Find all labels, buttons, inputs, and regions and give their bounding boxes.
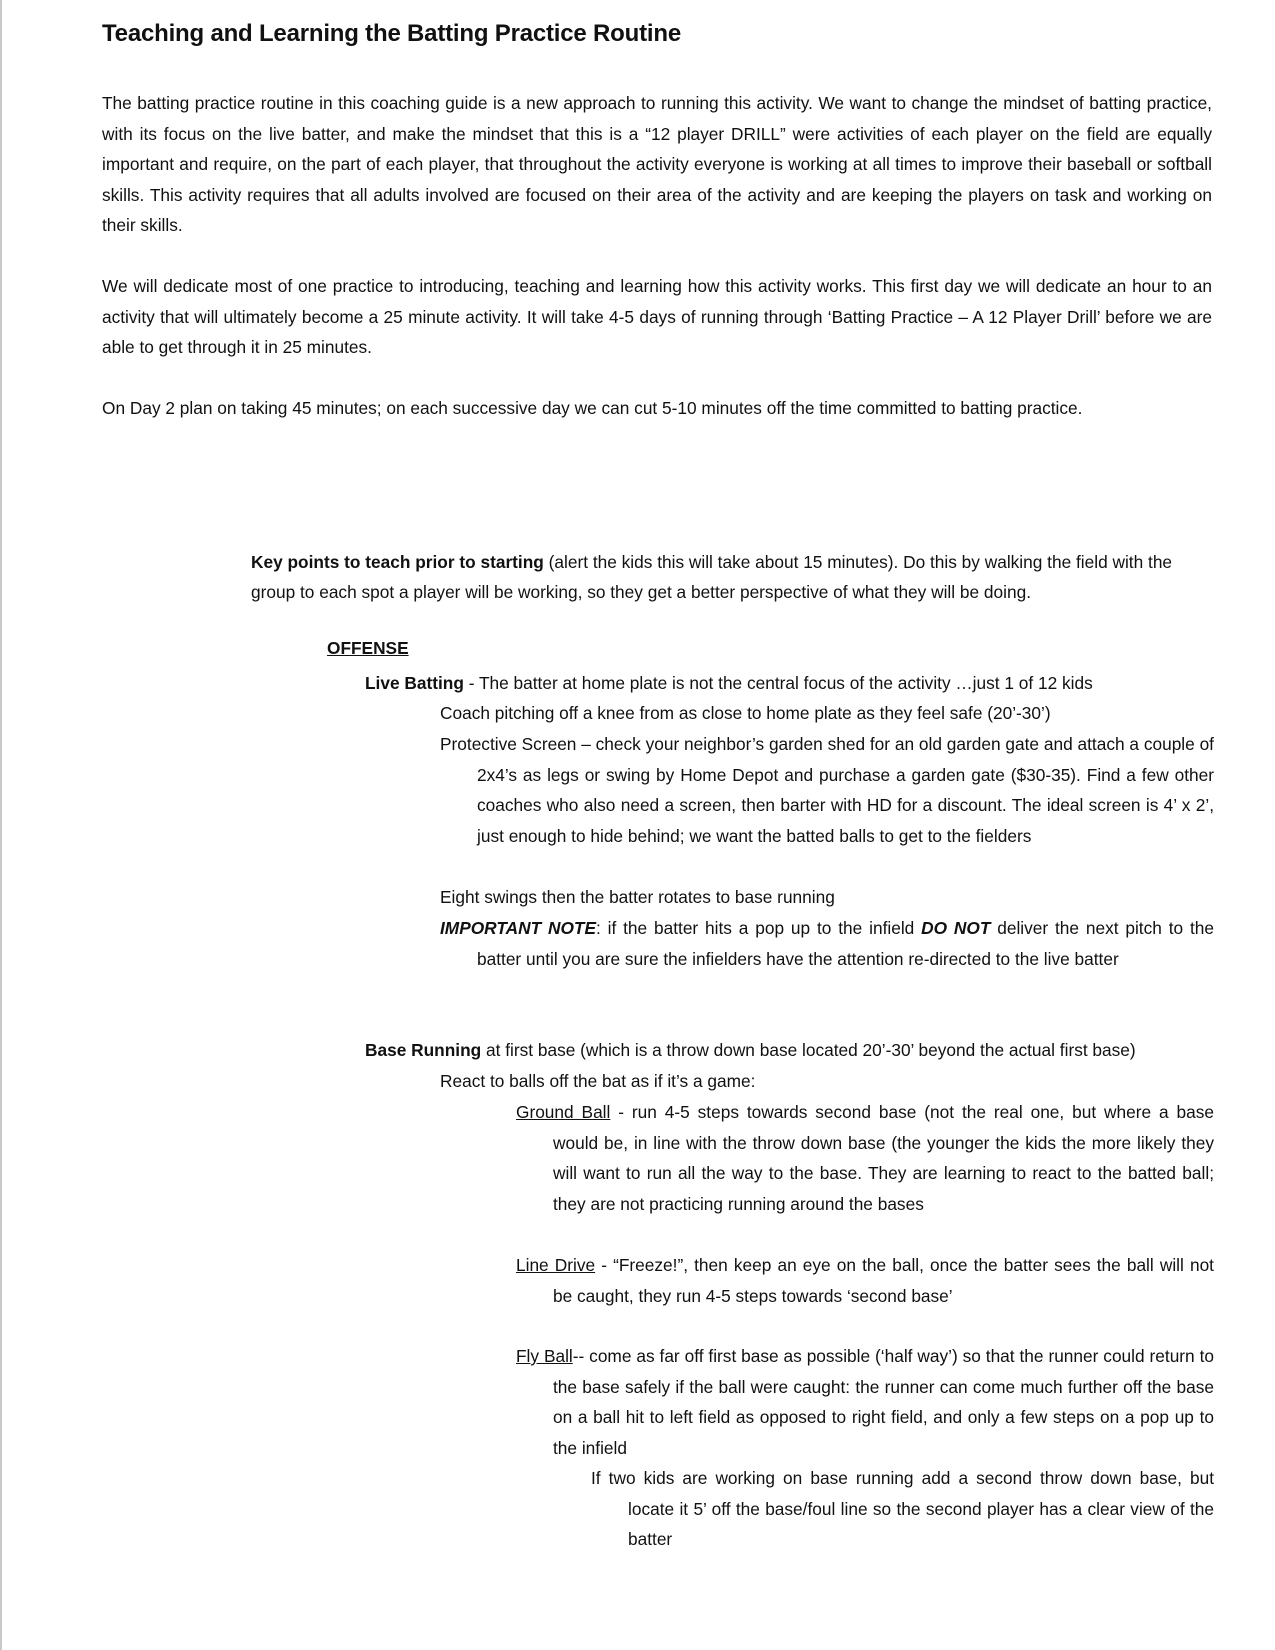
- ground-ball-item: [516, 1097, 1214, 1219]
- intro-paragraph-1: The batting practice routine in this coaching guide is a new approach to running this activity. We want to change the mindset of batting practice, with its focus on the live batter, and make the mindset that this is a “12 player DRILL” were activities of each player on the field are equally important and require, on the part of each player, that throughout the activity everyone is working at all times to improve their baseball or softball skills. This activity requires that all adults involved are focused on their area of the activity and are keeping the players on task and working on their skills.: [102, 93, 1212, 235]
- intro-paragraph-3: On Day 2 plan on taking 45 minutes; on each successive day we can cut 5-10 minutes off the time committed to batting practice.: [102, 398, 1083, 418]
- line-drive-label: Line Drive: [516, 1255, 596, 1275]
- intro-paragraph-2: We will dedicate most of one practice to introducing, teaching and learning how this activity works. This first day we will dedicate an hour to an activity that will ultimately become a 25 minute activity. It will take 4-5 days of running through ‘Batting Practice – A 12 Player Drill’ before we are able to get through it in 25 minutes.: [102, 276, 1212, 357]
- key-points-label: Key points to teach prior to starting: [251, 552, 544, 572]
- live-batting-item: [365, 668, 1215, 699]
- fly-ball-text: -- come as far off first base as possible (‘half way’) so that the runner could return to the base safely if the ball were caught: the runner can come much further off the base on a ball hit to left field as opposed to right field, and only a few steps on a pop up to the infield: [553, 1346, 1214, 1458]
- coach-pitching-item: Coach pitching off a knee from as close to home plate as they feel safe (20’-30’): [440, 703, 1051, 723]
- fly-ball-item: [516, 1341, 1214, 1463]
- important-note-label: IMPORTANT NOTE: [440, 918, 596, 938]
- base-running-text: at first base (which is a throw down base located 20’-30’ beyond the actual first base): [481, 1040, 1136, 1060]
- important-note-item: [440, 913, 1214, 974]
- key-points-text: (alert the kids this will take about 15 minutes). Do this by walking the field with the group to each spot a player will be working, so they get a better perspective of what they will be doing.: [251, 552, 1173, 602]
- two-kids-item: If two kids are working on base running add a second throw down base, but locate it 5’ off the base/foul line so the second player has a clear view of the batter: [591, 1468, 1214, 1549]
- key-points-paragraph: [251, 547, 1211, 607]
- important-note-text-a: : if the batter hits a pop up to the infield: [595, 918, 922, 938]
- important-note-text-b: deliver the next pitch to the batter until you are sure the infielders have the attention re-directed to the live batter: [477, 918, 1214, 969]
- offense-heading: OFFENSE: [327, 638, 409, 658]
- live-batting-text: - The batter at home plate is not the central focus of the activity …just 1 of 12 kids: [463, 673, 1093, 693]
- protective-screen-item: Protective Screen – check your neighbor’s garden shed for an old garden gate and attach a couple of 2x4’s as legs or swing by Home Depot and purchase a garden gate ($30-35). Find a few other coaches who also need a screen, then barter with HD for a discount. The ideal screen is 4’ x 2’, just enough to hide behind; we want the batted balls to get to the fielders: [440, 734, 1214, 846]
- important-note-emphasis: DO NOT: [921, 918, 991, 938]
- base-running-label: Base Running: [365, 1040, 482, 1060]
- react-item: React to balls off the bat as if it’s a game:: [440, 1071, 756, 1091]
- ground-ball-label: Ground Ball: [516, 1102, 611, 1122]
- ground-ball-text: - run 4-5 steps towards second base (not the real one, but where a base would be, in line with the throw down base (the younger the kids the more likely they will want to run all the way to the base. They are learning to react to the batted ball; they are not practicing running around the bases: [553, 1102, 1214, 1214]
- line-drive-text: - “Freeze!”, then keep an eye on the ball, once the batter sees the ball will not be caught, they run 4-5 steps towards ‘second base’: [553, 1255, 1214, 1306]
- line-drive-item: [516, 1250, 1214, 1311]
- page-edge: [0, 0, 2, 1650]
- live-batting-label: Live Batting: [365, 673, 464, 693]
- base-running-item: [365, 1035, 1215, 1066]
- fly-ball-label: Fly Ball: [516, 1346, 573, 1366]
- eight-swings-item: Eight swings then the batter rotates to base running: [440, 887, 835, 907]
- page-title: Teaching and Learning the Batting Practice Routine: [102, 20, 681, 47]
